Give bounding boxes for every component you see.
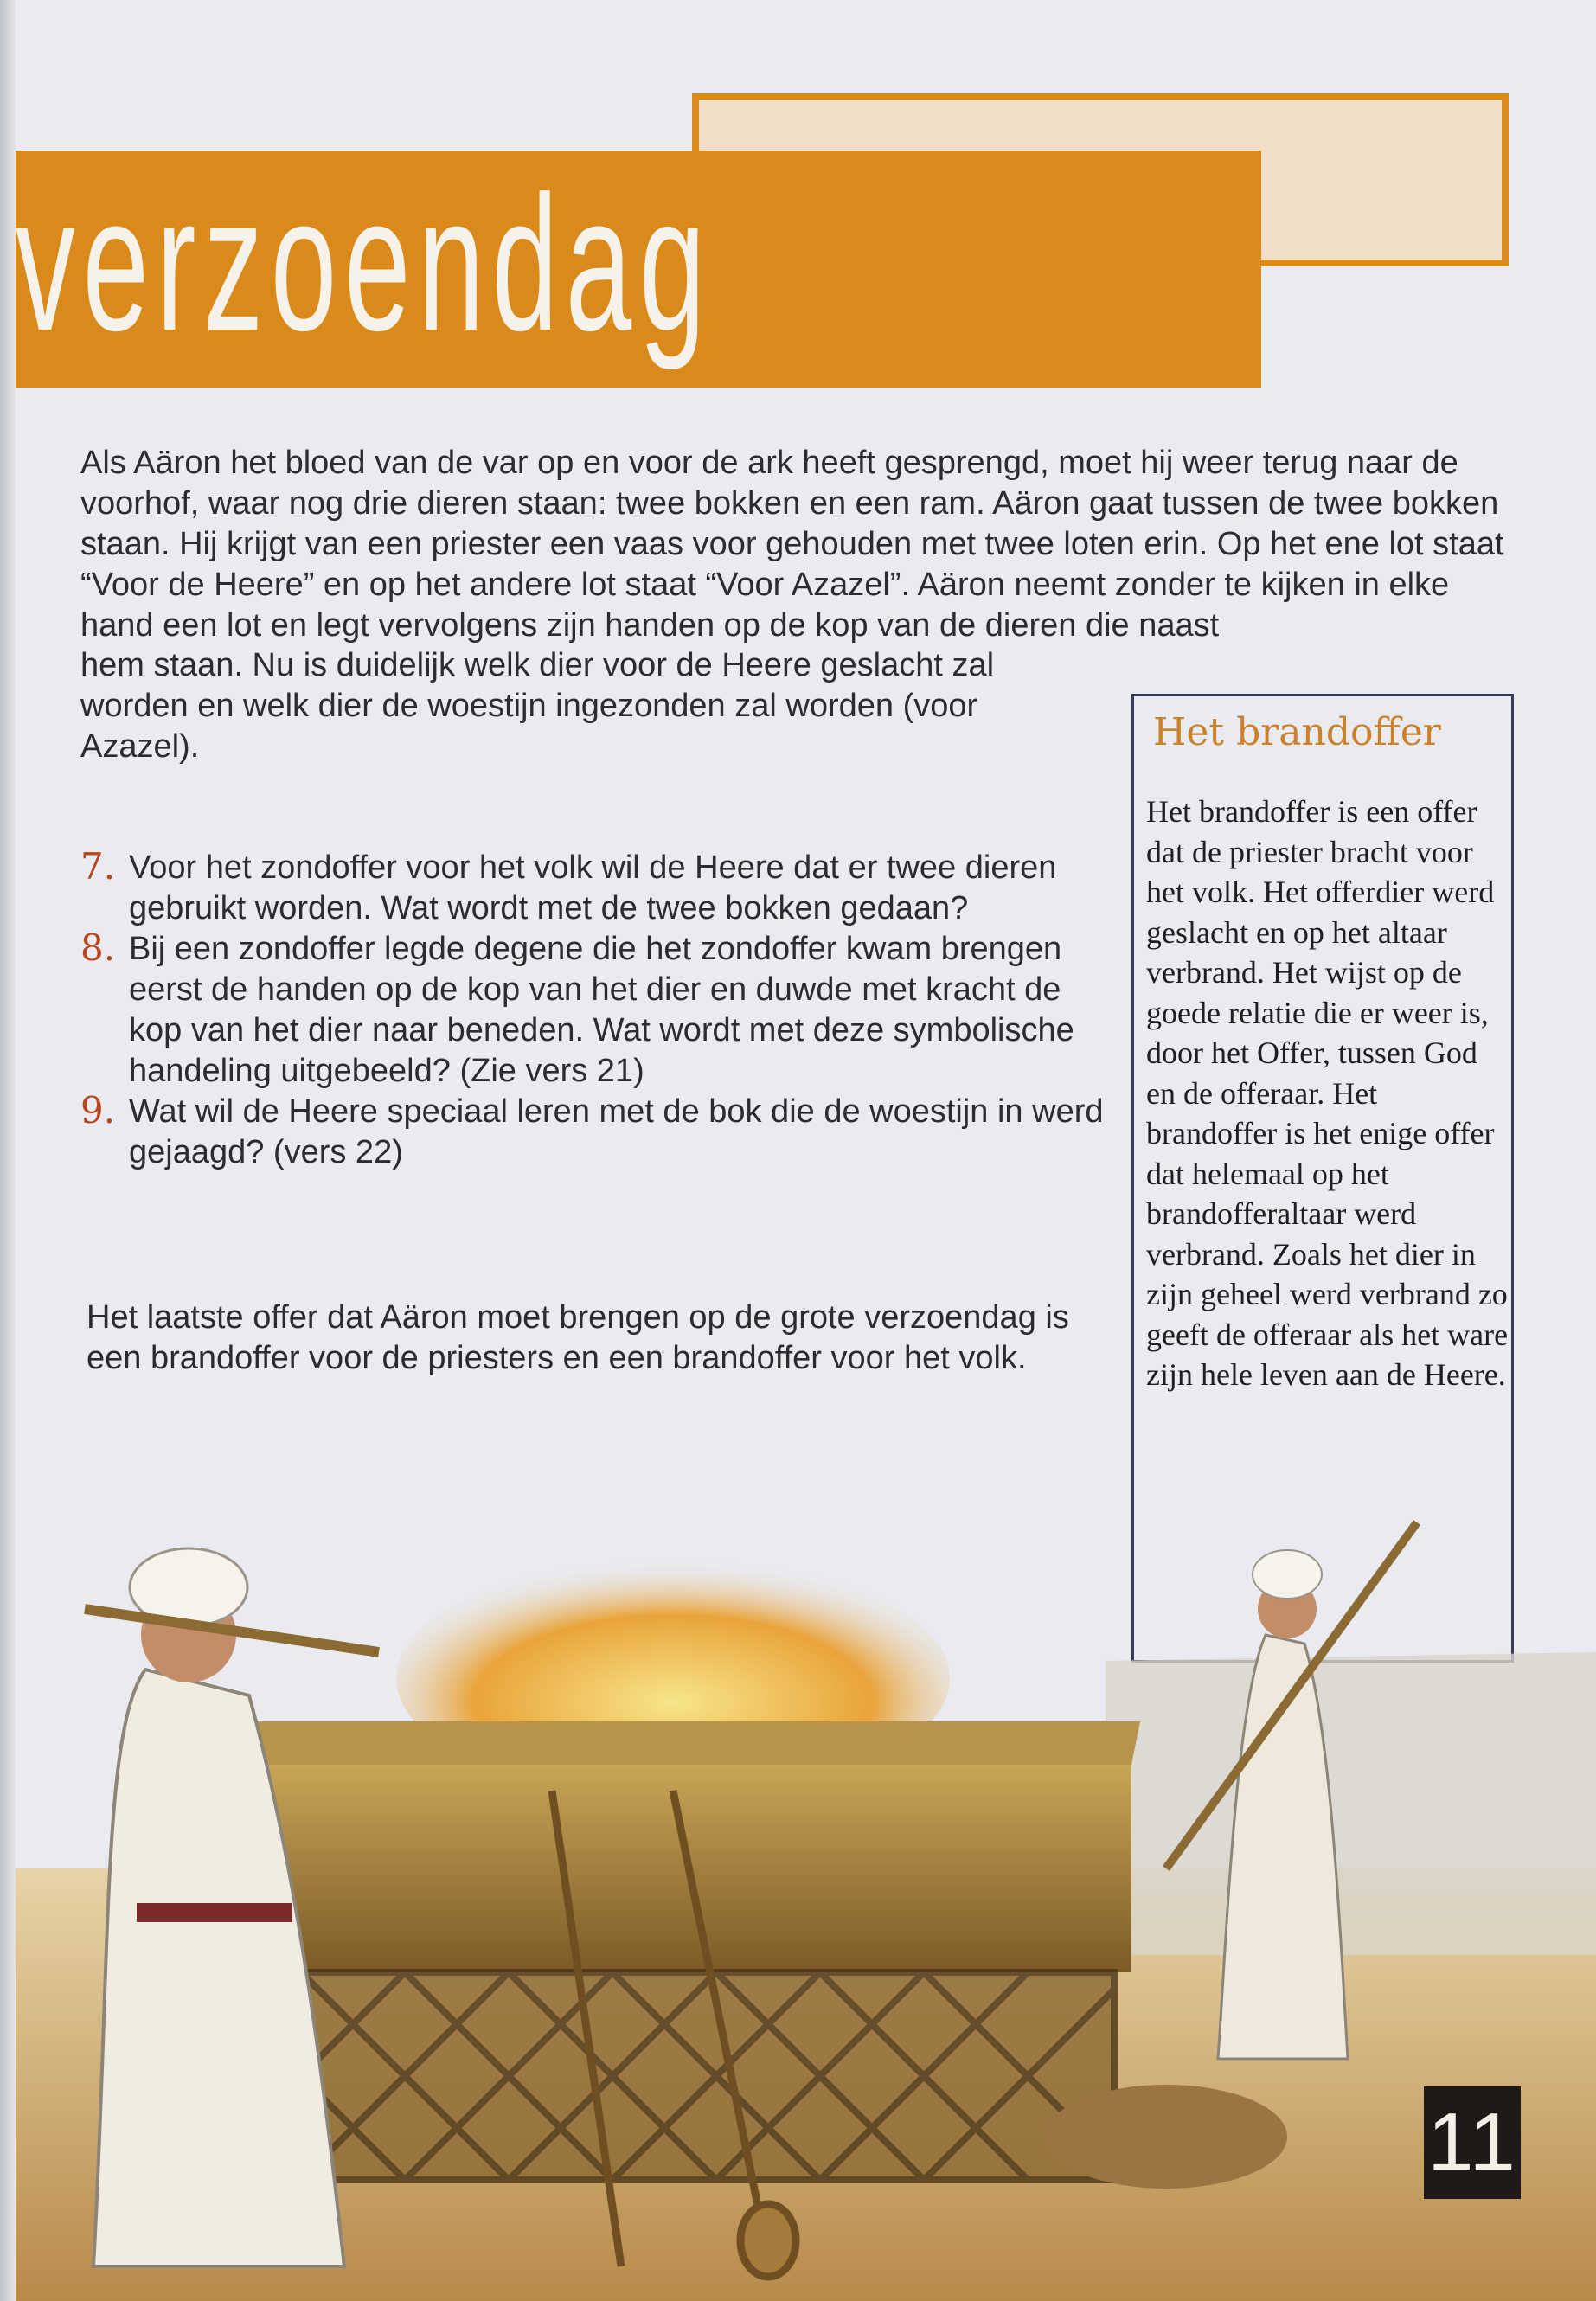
question-list	[80, 845, 1118, 1173]
question-item	[80, 926, 1118, 1092]
question-text: Voor het zondoffer voor het volk wil de Heere dat er twee dieren gebruikt worden. Wat wordt met de twee bokken gedaan?	[129, 849, 1057, 926]
question-item	[80, 1089, 1118, 1173]
question-number: 8.	[80, 926, 116, 969]
page-gutter-shadow	[0, 0, 16, 2301]
question-number: 9.	[80, 1089, 116, 1131]
sidebar-title: Het brandoffer	[1153, 710, 1441, 754]
wood-basket	[1045, 2085, 1287, 2189]
page-title: verzoendag	[16, 157, 714, 371]
page-number: 11	[1424, 2086, 1521, 2199]
tent-cloth	[1106, 1652, 1596, 1955]
intro-paragraph: Als Aäron het bloed van de var op en voor de ark heeft gesprengd, moet hij weer terug naar de voorhof, waar nog drie dieren staan: twee bokken en een ram. Aäron gaat tussen de twee bokken staan. Hij krijgt van een priester een vaas voor gehouden met twee loten erin. Op het ene lot staat “Voor de Heere” en op het andere lot staat “Voor Azazel”. Aäron neemt zonder te kijken in elke hand een lot en legt vervolgens zijn handen op de kop van de dieren die naast	[80, 445, 1504, 644]
altar-grate	[197, 1972, 1114, 2180]
sidebar-body: Het brandoffer is een offer dat de priester bracht voor het volk. Het offerdier werd geslacht en op het altaar verbrand. Het wijst op de goede relatie die er weer is, door het Offer, tussen God en de offeraar. Het brandoffer is het enige offer dat helemaal op het brandofferaltaar werd verbrand. Zoals het dier in zijn geheel werd verbrand zo geeft de offeraar als het ware zijn hele leven aan de Heere.	[1146, 794, 1509, 1392]
magazine-page	[16, 0, 1596, 2301]
question-text: Wat wil de Heere speciaal leren met de bok die de woestijn in werd gejaagd? (vers 22)	[129, 1093, 1104, 1170]
altar-illustration	[16, 1505, 1596, 2301]
question-item	[80, 845, 1118, 929]
question-text: Bij een zondoffer legde degene die het zondoffer kwam brengen eerst de handen op de kop van het dier en duwde met kracht de kop van het dier naar beneden. Wat wordt met deze symbolische handeling uitgebeeld? (Zie vers 21)	[129, 931, 1074, 1089]
intro-paragraph-continued: hem staan. Nu is duidelijk welk dier voor de Heere geslacht zal worden en welk dier de woestijn ingezonden zal worden (voor Azazel).	[80, 647, 995, 765]
altar-body	[180, 1765, 1131, 1972]
closing-paragraph: Het laatste offer dat Aäron moet brengen op de grote verzoendag is een brandoffer voor de priesters en een brandoffer voor het volk.	[87, 1299, 1069, 1376]
question-number: 7.	[80, 845, 116, 888]
